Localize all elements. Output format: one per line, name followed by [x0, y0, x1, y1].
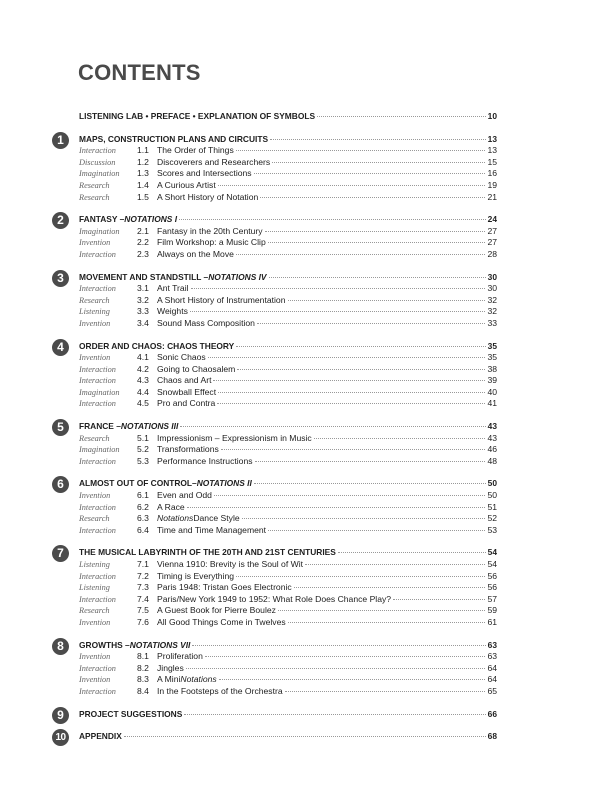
toc-entry[interactable]: [79, 571, 497, 583]
entry-number: 6.4: [137, 524, 149, 535]
dot-leader: [213, 380, 485, 381]
page-number: 41: [487, 398, 497, 409]
dot-leader: [236, 254, 486, 255]
entry-number: 7.1: [137, 559, 149, 569]
chapter-title-italic: NOTATIONS III: [120, 421, 179, 432]
entry-title: Sound Mass Composition: [157, 317, 255, 328]
entry-category: Research: [79, 180, 110, 190]
page-number: 19: [487, 179, 497, 190]
dot-leader: [214, 495, 485, 496]
entry-title: Scores and Intersections: [157, 168, 252, 179]
entry-category: Listening: [79, 583, 110, 593]
entry-number: 7.6: [137, 616, 149, 627]
intro-title: LISTENING LAB • PREFACE • EXPLANATION OF SYMBOLS: [79, 111, 316, 121]
entry-category: Listening: [79, 307, 110, 317]
page-number: 10: [487, 111, 497, 121]
dot-leader: [187, 507, 486, 508]
dot-leader: [285, 691, 486, 692]
chapter-number-badge: 8: [52, 638, 69, 655]
entry-number: 8.1: [137, 651, 149, 662]
toc-entry[interactable]: [79, 375, 497, 387]
page-number: 48: [487, 455, 497, 466]
chapter-heading[interactable]: [79, 134, 497, 146]
toc-entry[interactable]: [79, 456, 497, 468]
toc-entry[interactable]: [79, 237, 497, 249]
dot-leader: [268, 242, 486, 243]
entry-category: Research: [79, 295, 110, 305]
chapter-number-badge: 9: [52, 707, 69, 724]
page-number: 50: [487, 478, 497, 489]
entry-title: Even and Odd: [157, 490, 212, 501]
page-number: 63: [487, 651, 497, 662]
dot-leader: [278, 610, 485, 611]
page-number: 54: [487, 547, 497, 558]
entry-category: Discussion: [79, 157, 116, 167]
dot-leader: [305, 564, 485, 565]
entry-category: Interaction: [79, 376, 116, 386]
chapter-5: [57, 420, 497, 467]
entry-number: 8.4: [137, 685, 149, 696]
page-number: 15: [487, 156, 497, 167]
toc-entry[interactable]: [79, 295, 497, 307]
dot-leader: [190, 311, 486, 312]
dot-leader: [393, 599, 485, 600]
dot-leader: [288, 622, 486, 623]
dot-leader: [184, 714, 485, 715]
toc-entry[interactable]: [79, 364, 497, 376]
entry-category: Interaction: [79, 399, 116, 409]
page-number: 52: [487, 513, 497, 524]
page-number: 64: [487, 674, 497, 685]
chapter-number-badge: 3: [52, 270, 69, 287]
chapter-title-italic: NOTATIONS I: [124, 214, 178, 225]
chapter-1: [57, 132, 497, 204]
toc-entry[interactable]: [79, 168, 497, 180]
chapter-heading[interactable]: [79, 421, 497, 433]
entry-category: Interaction: [79, 594, 116, 604]
chapter-title-italic: NOTATIONS IV: [208, 271, 267, 282]
entry-number: 7.2: [137, 570, 149, 581]
toc-entry[interactable]: [79, 617, 497, 629]
dot-leader: [217, 403, 485, 404]
dot-leader: [270, 139, 486, 140]
page-number: 35: [487, 352, 497, 363]
entry-category: Invention: [79, 353, 111, 363]
dot-leader: [254, 173, 486, 174]
page-number: 33: [487, 317, 497, 328]
dot-leader: [218, 392, 485, 393]
entry-category: Research: [79, 606, 110, 616]
chapter-heading[interactable]: [79, 341, 497, 353]
dot-leader: [208, 357, 486, 358]
page-number: 43: [487, 421, 497, 432]
page-number: 59: [487, 605, 497, 616]
entry-number: 1.4: [137, 179, 149, 190]
entry-number: 3.3: [137, 306, 149, 317]
toc-entry[interactable]: [79, 387, 497, 399]
dot-leader: [192, 645, 485, 646]
page-number: 21: [487, 191, 497, 202]
chapter-heading[interactable]: [79, 640, 497, 652]
chapter-title: ALMOST OUT OF CONTROL–: [79, 478, 197, 489]
chapter-6: [57, 477, 497, 536]
entry-number: 2.1: [137, 225, 149, 236]
dot-leader: [269, 277, 486, 278]
entry-title: Proliferation: [157, 651, 203, 662]
entry-title: Paris 1948: Tristan Goes Electronic: [157, 582, 292, 593]
dot-leader: [317, 116, 486, 117]
entry-category: Interaction: [79, 663, 116, 673]
entry-title: A Race: [157, 501, 185, 512]
toc-entry[interactable]: [79, 157, 497, 169]
page-number: 64: [487, 662, 497, 673]
entry-number: 8.2: [137, 662, 149, 673]
chapter-number-badge: 2: [52, 212, 69, 229]
entry-category: Research: [79, 433, 110, 443]
page-number: 13: [487, 145, 497, 156]
entry-title-prefix: A Mini: [157, 674, 181, 685]
dot-leader: [288, 300, 486, 301]
entry-number: 3.4: [137, 317, 149, 328]
entry-category: Imagination: [79, 387, 120, 397]
entry-number: 1.5: [137, 191, 149, 202]
chapter-number-badge: 1: [52, 132, 69, 149]
entry-category: Listening: [79, 560, 110, 569]
chapter-10: [55, 731, 497, 744]
entry-category: Interaction: [79, 456, 116, 466]
entry-title: In the Footsteps of the Orchestra: [157, 685, 283, 696]
chapter-title-italic: NOTATIONS II: [196, 478, 252, 489]
page-number: 50: [487, 490, 497, 501]
entry-title: Impressionism – Expressionism in Music: [157, 432, 312, 443]
chapter-9: [57, 707, 497, 722]
chapter-title-italic: NOTATIONS VII: [129, 639, 191, 650]
toc-entry[interactable]: [79, 490, 497, 502]
toc-entry[interactable]: [79, 663, 497, 675]
entry-title: Snowball Effect: [157, 386, 217, 397]
page-number: 38: [487, 363, 497, 374]
toc-entry[interactable]: [79, 249, 497, 261]
dot-leader: [236, 150, 486, 151]
entry-number: 4.1: [137, 352, 149, 363]
page-number: 65: [487, 685, 497, 696]
page-number: 56: [487, 570, 497, 581]
entry-title: Always on the Move: [157, 248, 234, 259]
entry-category: Interaction: [79, 502, 116, 512]
entry-category: Interaction: [79, 686, 116, 696]
dot-leader: [179, 219, 486, 220]
entry-number: 5.2: [137, 444, 149, 455]
chapter-8: [57, 638, 497, 698]
entry-number: 3.1: [137, 283, 149, 294]
entry-title: Pro and Contra: [157, 398, 216, 409]
chapter-3: [57, 270, 497, 330]
page-number: 35: [487, 340, 497, 351]
entry-number: 4.2: [137, 363, 149, 374]
entry-category: Research: [79, 514, 110, 524]
entry-title: Time and Time Management: [157, 524, 267, 535]
entry-category: Interaction: [79, 364, 116, 374]
toc-entry[interactable]: [79, 433, 497, 445]
entry-title: Chaos and Art: [157, 375, 212, 386]
toc-entry[interactable]: [79, 605, 497, 617]
chapter-title: FRANCE –: [79, 421, 121, 432]
chapter-heading[interactable]: [79, 547, 497, 559]
page-number: 39: [487, 375, 497, 386]
entry-category: Invention: [79, 675, 111, 685]
entry-title: Going to Chaosalem: [157, 363, 236, 374]
page-number: 46: [487, 444, 497, 455]
page-number: 24: [487, 214, 497, 225]
entry-title: Dance Style: [193, 513, 240, 524]
entry-number: 2.3: [137, 248, 149, 259]
dot-leader: [257, 323, 486, 324]
page-number: 54: [487, 559, 497, 569]
page-number: 32: [487, 306, 497, 317]
entry-title: Timing is Everything: [157, 570, 235, 581]
chapter-title: MOVEMENT AND STANDSTILL –: [79, 271, 209, 282]
entry-category: Interaction: [79, 146, 116, 156]
entry-number: 6.3: [137, 513, 149, 524]
entry-number: 1.2: [137, 156, 149, 167]
dot-leader: [219, 679, 486, 680]
entry-category: Interaction: [79, 284, 116, 294]
toc-entry[interactable]: [79, 145, 497, 157]
dot-leader: [236, 346, 485, 347]
chapter-number-badge: 7: [52, 545, 69, 562]
toc-entry[interactable]: [79, 318, 497, 330]
toc-entry[interactable]: [79, 674, 497, 686]
entry-title: A Curious Artist: [157, 179, 216, 190]
entry-number: 1.3: [137, 168, 149, 179]
chapter-number-badge: 10: [52, 729, 69, 746]
entry-number: 3.2: [137, 294, 149, 305]
toc-entry[interactable]: [79, 686, 497, 698]
chapter-number-badge: 4: [52, 339, 69, 356]
page-number: 56: [487, 582, 497, 593]
entry-category: Invention: [79, 617, 111, 627]
toc-entry[interactable]: [79, 582, 497, 594]
entry-title: Jingles: [157, 662, 184, 673]
page-number: 63: [487, 639, 497, 650]
entry-title: A Short History of Notation: [157, 191, 259, 202]
entry-category: Invention: [79, 318, 111, 328]
entry-number: 8.3: [137, 674, 149, 685]
entry-number: 1.1: [137, 145, 149, 156]
dot-leader: [124, 736, 486, 737]
entry-title-italic: Notations: [157, 513, 194, 524]
dot-leader: [191, 288, 486, 289]
entry-number: 2.2: [137, 237, 149, 248]
entry-number: 5.3: [137, 455, 149, 466]
dot-leader: [221, 449, 486, 450]
entry-number: 4.4: [137, 386, 149, 397]
page-number: 32: [487, 294, 497, 305]
entry-number: 7.4: [137, 593, 149, 604]
page-number: 43: [487, 432, 497, 443]
entry-title: A Short History of Instrumentation: [157, 294, 286, 305]
page-number: 68: [487, 731, 497, 742]
dot-leader: [254, 483, 486, 484]
chapter-title: ORDER AND CHAOS: CHAOS THEORY: [79, 340, 235, 351]
chapter-heading[interactable]: [79, 214, 497, 226]
toc-entry[interactable]: [79, 180, 497, 192]
page-number: 40: [487, 386, 497, 397]
chapter-heading[interactable]: [79, 709, 497, 721]
entry-title: Paris/New York 1949 to 1952: What Role Does Chance Play?: [157, 593, 392, 604]
dot-leader: [314, 438, 486, 439]
page-number: 27: [487, 225, 497, 236]
entry-title: Sonic Chaos: [157, 352, 206, 363]
page-number: 57: [487, 593, 497, 604]
toc-entry[interactable]: [79, 559, 497, 571]
page-number: 28: [487, 248, 497, 259]
dot-leader: [338, 552, 486, 553]
toc-entry[interactable]: [79, 283, 497, 295]
dot-leader: [180, 426, 485, 427]
dot-leader: [268, 530, 485, 531]
dot-leader: [260, 197, 485, 198]
entry-category: Invention: [79, 652, 111, 662]
entry-category: Interaction: [79, 525, 116, 535]
page-number: 61: [487, 616, 497, 627]
page-number: 30: [487, 283, 497, 294]
dot-leader: [186, 668, 486, 669]
chapter-7: [57, 546, 497, 628]
dot-leader: [236, 576, 485, 577]
dot-leader: [255, 461, 486, 462]
toc-entry[interactable]: [79, 525, 497, 537]
toc-intro-entry[interactable]: [79, 111, 497, 123]
page-number: 51: [487, 501, 497, 512]
toc-entry[interactable]: [79, 513, 497, 525]
chapter-title: FANTASY –: [79, 214, 125, 225]
entry-title: Vienna 1910: Brevity is the Soul of Wit: [157, 559, 304, 569]
entry-title: All Good Things Come in Twelves: [157, 616, 286, 627]
entry-title: Weights: [157, 306, 188, 317]
chapter-heading[interactable]: [79, 272, 497, 284]
toc-entry[interactable]: [79, 306, 497, 318]
entry-number: 4.5: [137, 398, 149, 409]
entry-category: Research: [79, 192, 110, 202]
entry-category: Imagination: [79, 226, 120, 236]
toc-entry[interactable]: [79, 352, 497, 364]
page-number: 27: [487, 237, 497, 248]
entry-title: The Order of Things: [157, 145, 234, 156]
entry-number: 6.2: [137, 501, 149, 512]
toc-entry[interactable]: [79, 444, 497, 456]
entry-title: Fantasy in the 20th Century: [157, 225, 263, 236]
entry-category: Imagination: [79, 169, 120, 179]
page-number: 66: [487, 708, 497, 719]
page-number: 16: [487, 168, 497, 179]
chapter-4: [57, 339, 497, 411]
entry-category: Imagination: [79, 445, 120, 455]
entry-number: 7.5: [137, 605, 149, 616]
page-number: 30: [487, 271, 497, 282]
toc-entry[interactable]: [79, 192, 497, 204]
entry-number: 5.1: [137, 432, 149, 443]
entry-title: Ant Trail: [157, 283, 189, 294]
entry-title: A Guest Book for Pierre Boulez: [157, 605, 276, 616]
entry-number: 4.3: [137, 375, 149, 386]
toc-entry[interactable]: [79, 226, 497, 238]
dot-leader: [218, 185, 486, 186]
entry-title-italic: Notations: [180, 674, 217, 685]
entry-category: Invention: [79, 491, 111, 501]
chapter-title: GROWTHS –: [79, 639, 130, 650]
chapter-number-badge: 6: [52, 476, 69, 493]
entry-title: Discoverers and Researchers: [157, 156, 271, 167]
entry-number: 7.3: [137, 582, 149, 593]
entry-title: Performance Instructions: [157, 455, 253, 466]
dot-leader: [294, 587, 486, 588]
chapter-title: APPENDIX: [79, 731, 122, 742]
entry-category: Interaction: [79, 249, 116, 259]
page-title: CONTENTS: [78, 60, 201, 85]
toc-entry[interactable]: [79, 502, 497, 514]
chapter-heading[interactable]: [79, 731, 497, 743]
dot-leader: [237, 369, 485, 370]
entry-title: Transformations: [157, 444, 219, 455]
chapter-2: [57, 213, 497, 260]
dot-leader: [265, 231, 486, 232]
page-number: 13: [487, 133, 497, 144]
toc-entry[interactable]: [79, 398, 497, 410]
entry-title: Film Workshop: a Music Clip: [157, 237, 266, 248]
chapter-title: MAPS, CONSTRUCTION PLANS AND CIRCUITS: [79, 133, 269, 144]
chapter-title: PROJECT SUGGESTIONS: [79, 708, 183, 719]
chapter-heading[interactable]: [79, 478, 497, 490]
chapter-number-badge: 5: [52, 419, 69, 436]
entry-category: Invention: [79, 238, 111, 248]
toc-entry[interactable]: [79, 594, 497, 606]
toc-entry[interactable]: [79, 651, 497, 663]
chapter-title: THE MUSICAL LABYRINTH OF THE 20TH AND 21ST CENTURIES: [79, 547, 336, 558]
dot-leader: [272, 162, 485, 163]
entry-category: Interaction: [79, 571, 116, 581]
page-number: 53: [487, 524, 497, 535]
dot-leader: [205, 656, 486, 657]
entry-number: 6.1: [137, 490, 149, 501]
table-of-contents: [55, 111, 497, 744]
dot-leader: [242, 518, 486, 519]
